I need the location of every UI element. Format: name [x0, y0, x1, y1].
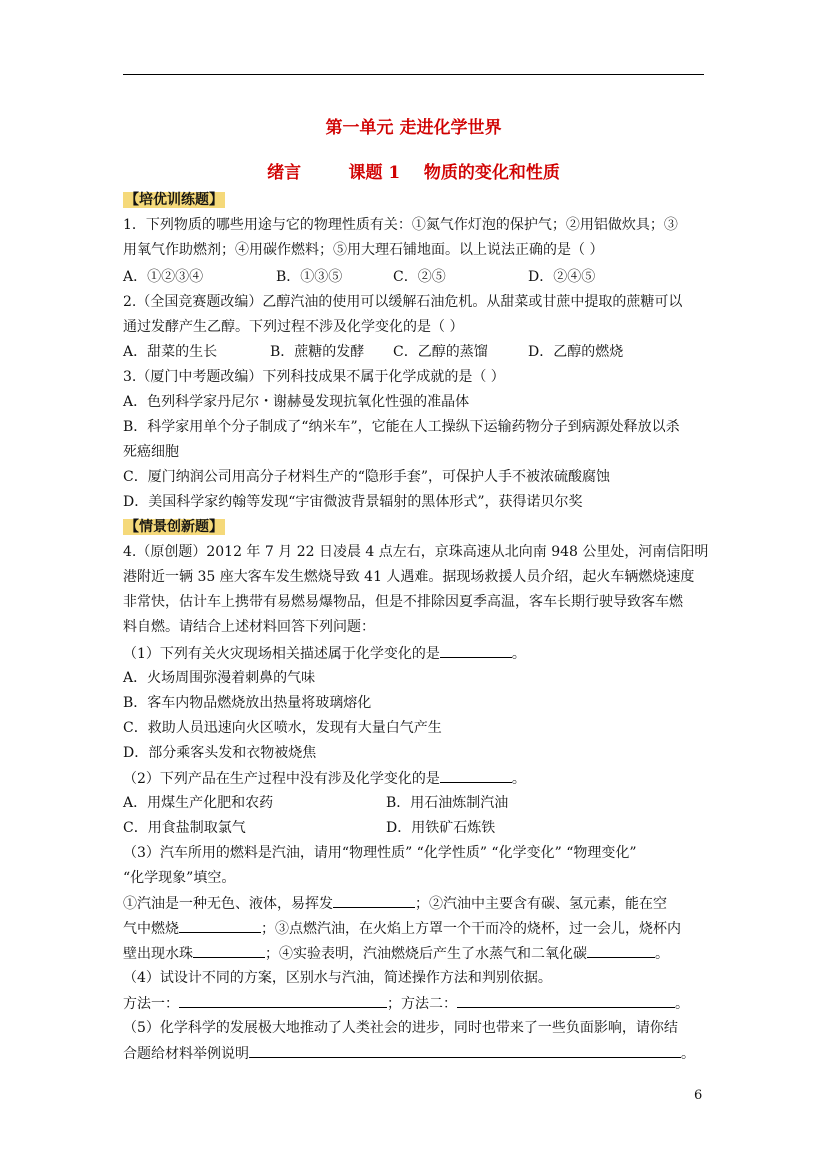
q4-part3-line1: （3）汽车所用的燃料是汽油，请用“物理性质” “化学性质” “化学变化” “物理变化” — [123, 845, 637, 861]
q4-part3-line3: ①汽油是一种无色、液体，易挥发 ；②汽油中主要含有碳、氢元素，能在空 — [123, 893, 667, 914]
q4-part2-option-d: D．用铁矿石炼铁 — [386, 820, 496, 836]
q1-option-c: C．②⑤ — [393, 269, 446, 285]
q2-option-c: C．乙醇的蒸馏 — [393, 344, 488, 360]
q4-part5-line1: （5）化学科学的发展极大地推动了人类社会的进步，同时也带来了一些负面影响，请你结 — [123, 1020, 678, 1036]
q4-part1-option-c: C．救助人员迅速向火区喷水，发现有大量白气产生 — [123, 720, 442, 736]
q4-part4-stem: （4）试设计不同的方案，区别水与汽油，简述操作方法和判别依据。 — [123, 970, 552, 986]
q4-part2-option-b: B．用石油炼制汽油 — [386, 795, 509, 811]
q1-line1: 1．下列物质的哪些用途与它的物理性质有关：①氮气作灯泡的保护气；②用铝做炊具；③ — [123, 217, 678, 233]
q4-part2-stem: （2）下列产品在生产过程中没有涉及化学变化的是 。 — [123, 768, 526, 789]
q2-line2: 通过发酵产生乙醇。下列过程不涉及化学变化的是（ ） — [123, 319, 464, 335]
q4-method2-blank[interactable] — [457, 993, 675, 1008]
lesson-name: 物质的变化和性质 — [423, 163, 560, 183]
q4-part1-answer-blank[interactable] — [440, 643, 512, 658]
q4-intro-line2: 港附近一辆 35 座大客车发生燃烧导致 41 人遇难。据现场救援人员介绍，起火车辆燃烧速度 — [123, 569, 695, 585]
q4-part3-blank1[interactable] — [333, 893, 415, 908]
section-heading-scenario: 【情景创新题】 — [125, 519, 223, 535]
q2-line1: 2.（全国竞赛题改编）乙醇汽油的使用可以缓解石油危机。从甜菜或甘蔗中提取的蔗糖可以 — [123, 294, 683, 310]
q4-part3-blank3[interactable] — [193, 943, 265, 958]
q3-option-b-line1: B．科学家用单个分子制成了“纳米车”，它能在人工操纵下运输药物分子到病源处释放以杀 — [123, 419, 680, 435]
q3-option-b-line2: 死癌细胞 — [123, 444, 179, 460]
q4-part3-blank4[interactable] — [587, 943, 655, 958]
page-number: 6 — [694, 1088, 703, 1103]
lesson-number: 课题 1 — [348, 163, 401, 183]
q4-part5-blank[interactable] — [249, 1043, 681, 1058]
unit-title: 第一单元 走进化学世界 — [325, 118, 502, 138]
q4-part1-stem: （1）下列有关火灾现场相关描述属于化学变化的是 。 — [123, 643, 526, 664]
q4-part5-line2: 合题给材料举例说明 。 — [123, 1043, 695, 1064]
q4-part3-blank2[interactable] — [179, 918, 261, 933]
q4-part3-line5: 壁出现水珠 ；④实验表明，汽油燃烧后产生了水蒸气和二氧化碳 。 — [123, 943, 669, 964]
q1-option-d: D．②④⑤ — [528, 269, 596, 285]
section-heading-training: 【培优训练题】 — [125, 192, 223, 208]
q3-option-a: A．色列科学家丹尼尔・谢赫曼发现抗氧化性强的准晶体 — [123, 394, 470, 410]
q4-part2-option-a: A．用煤生产化肥和农药 — [123, 795, 274, 811]
q4-part2-answer-blank[interactable] — [440, 768, 512, 783]
q4-part4-methods: 方法一： ；方法二： 。 — [123, 993, 689, 1014]
q1-line2: 用氧气作助燃剂；④用碳作燃料；⑤用大理石铺地面。以上说法正确的是（ ） — [123, 242, 604, 258]
header-rule — [123, 74, 704, 75]
q2-option-a: A．甜菜的生长 — [123, 344, 218, 360]
lesson-title — [0, 158, 827, 183]
q4-part1-option-a: A．火场周围弥漫着刺鼻的气味 — [123, 670, 316, 686]
q3-line1: 3.（厦门中考题改编）下列科技成果不属于化学成就的是（ ） — [123, 369, 505, 385]
q4-intro-line3: 非常快，估计车上携带有易燃易爆物品，但是不排除因夏季高温，客车长期行驶导致客车燃 — [123, 594, 683, 610]
q3-option-d: D．美国科学家约翰等发现“宇宙微波背景辐射的黑体形式”，获得诺贝尔奖 — [123, 494, 583, 510]
q4-method1-blank[interactable] — [179, 993, 387, 1008]
q4-part3-line4: 气中燃烧 ；③点燃汽油，在火焰上方罩一个干而冷的烧杯，过一会儿，烧杯内 — [123, 918, 681, 939]
q4-part1-option-d: D．部分乘客头发和衣物被烧焦 — [123, 745, 317, 761]
q4-part3-line2: “化学现象”填空。 — [123, 870, 236, 886]
q4-part1-option-b: B．客车内物品燃烧放出热量将玻璃熔化 — [123, 695, 372, 711]
q4-intro-line1: 4.（原创题）2012 年 7 月 22 日凌晨 4 点左右，京珠高速从北向南 948 公里处，河南信阳明 — [123, 544, 709, 560]
lesson-prefix: 绪言 — [267, 163, 302, 183]
q4-part2-option-c: C．用食盐制取氯气 — [123, 820, 246, 836]
q4-intro-line4: 料自燃。请结合上述材料回答下列问题： — [123, 619, 375, 635]
q3-option-c: C．厦门纳润公司用高分子材料生产的“隐形手套”，可保护人手不被浓硫酸腐蚀 — [123, 469, 611, 485]
q2-option-d: D．乙醇的燃烧 — [528, 344, 624, 360]
q1-option-b: B．①③⑤ — [276, 269, 343, 285]
q2-option-b: B．蔗糖的发酵 — [270, 344, 365, 360]
q1-option-a: A．①②③④ — [123, 269, 204, 285]
